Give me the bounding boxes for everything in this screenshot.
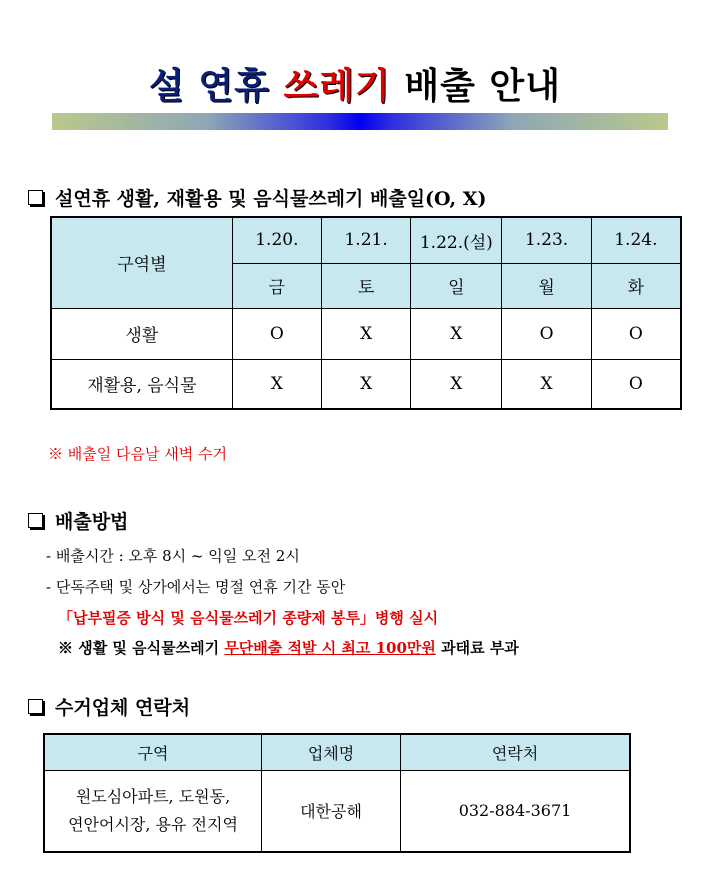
collection-note: ※ 배출일 다음날 새벽 수거	[48, 445, 227, 463]
section-contact-heading	[28, 693, 190, 720]
value-cell: O	[232, 308, 321, 359]
contact-phone-cell: 032-884-3671	[401, 770, 631, 852]
section-schedule-title: 설연휴 생활, 재활용 및 음식물쓰레기 배출일(O, X)	[55, 188, 487, 210]
date-cell: 1.22.(설)	[411, 217, 502, 263]
title-gradient-bar	[52, 113, 668, 130]
contact-company-cell: 대한공해	[262, 770, 401, 852]
penalty-suffix: 과태료 부과	[435, 639, 519, 657]
method-line-time: - 배출시간 : 오후 8시 ~ 익일 오전 2시	[46, 547, 300, 565]
contact-table	[43, 733, 631, 853]
schedule-corner-cell: 구역별	[51, 217, 232, 308]
method-line-bags: 「납부필증 방식 및 음식물쓰레기 종량제 봉투」병행 실시	[58, 609, 439, 627]
penalty-highlight: 무단배출 적발 시 최고 100만원	[224, 639, 436, 657]
title-part3: 배출 안내	[404, 66, 561, 107]
table-row	[51, 308, 681, 359]
section-method-heading	[28, 507, 128, 534]
contact-header-company: 업체명	[262, 734, 401, 770]
contact-header-phone: 연락처	[401, 734, 631, 770]
date-cell: 1.24.	[591, 217, 681, 263]
method-line-penalty	[58, 637, 519, 658]
section-method-title: 배출방법	[55, 511, 129, 533]
penalty-prefix: ※ 생활 및 음식물쓰레기	[58, 639, 225, 657]
area-line-1: 원도심아파트, 도원동,	[75, 786, 231, 806]
title-part2: 쓰레기	[283, 66, 391, 107]
schedule-table	[50, 216, 682, 410]
date-cell: 1.21.	[321, 217, 410, 263]
area-line-2: 연안어시장, 용유 전지역	[68, 814, 238, 834]
value-cell: X	[411, 359, 502, 409]
day-cell: 토	[321, 263, 410, 308]
row-label: 재활용, 음식물	[51, 359, 232, 409]
checkbox-square-icon	[28, 699, 43, 714]
value-cell: X	[502, 359, 591, 409]
checkbox-square-icon	[28, 190, 43, 205]
table-row	[51, 359, 681, 409]
value-cell: X	[321, 308, 410, 359]
date-cell: 1.23.	[502, 217, 591, 263]
section-contact-title: 수거업체 연락처	[55, 697, 191, 719]
method-line-housing: - 단독주택 및 상가에서는 명절 연휴 기간 동안	[46, 578, 346, 596]
day-cell: 화	[591, 263, 681, 308]
title-part1: 설 연휴	[149, 66, 270, 107]
day-cell: 월	[502, 263, 591, 308]
table-row	[44, 770, 630, 852]
value-cell: X	[321, 359, 410, 409]
page-title	[0, 58, 710, 109]
value-cell: X	[232, 359, 321, 409]
value-cell: O	[591, 359, 681, 409]
value-cell: O	[591, 308, 681, 359]
day-cell: 일	[411, 263, 502, 308]
section-schedule-heading	[28, 184, 486, 211]
value-cell: O	[502, 308, 591, 359]
value-cell: X	[411, 308, 502, 359]
date-cell: 1.20.	[232, 217, 321, 263]
contact-area-cell	[44, 770, 262, 852]
checkbox-square-icon	[28, 513, 43, 528]
row-label: 생활	[51, 308, 232, 359]
contact-header-area: 구역	[44, 734, 262, 770]
day-cell: 금	[232, 263, 321, 308]
